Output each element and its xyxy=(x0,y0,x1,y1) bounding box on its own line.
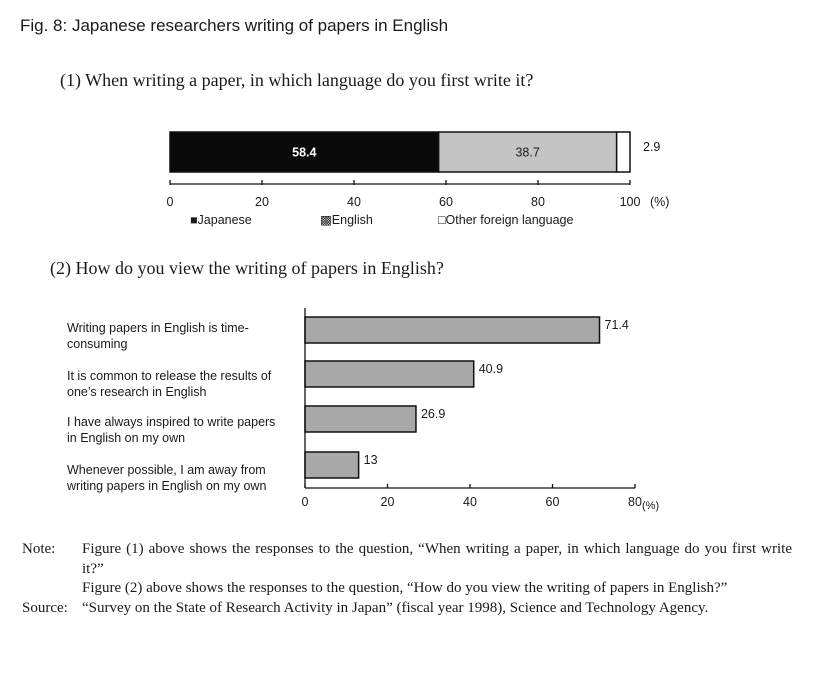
chart2-x-tick-label: 20 xyxy=(380,495,395,509)
chart2-bar-value-label-4: 13 xyxy=(363,453,378,467)
segment-value-label-3: 2.9 xyxy=(643,140,661,154)
legend-entry-2: ▩English xyxy=(320,213,373,227)
source-row xyxy=(22,599,792,619)
chart2-category-label-1-line1: Writing papers in English is time- xyxy=(67,321,249,335)
chart2-bar-chart xyxy=(50,300,690,520)
chart2-bar-1 xyxy=(305,317,600,343)
note-line-2: Figure (2) above shows the responses to the question, “How do you view the writing of papers in English?” xyxy=(82,580,728,596)
chart2-bar-3 xyxy=(305,406,416,432)
chart2-bar-2 xyxy=(305,361,474,387)
note-line-1: Figure (1) above shows the responses to the question, “When writing a paper, in which language do you first write it?” xyxy=(82,541,792,577)
chart2-category-label-3-line1: I have always inspired to write papers xyxy=(67,415,276,429)
chart2-category-label-4-line1: Whenever possible, I am away from xyxy=(67,463,266,477)
chart1-x-tick-label: 40 xyxy=(347,195,361,209)
chart1-unit-label: (%) xyxy=(650,195,670,209)
chart2-category-label-2-line2: one’s research in English xyxy=(67,385,207,399)
chart2-bar-4 xyxy=(305,452,359,478)
chart2-category-label-4-line2: writing papers in English on my own xyxy=(67,479,267,493)
chart1-x-tick-label: 20 xyxy=(255,195,269,209)
chart1-x-tick-label: 60 xyxy=(439,195,453,209)
chart1-title: (1) When writing a paper, in which language do you first write it? xyxy=(60,70,534,90)
note-body xyxy=(82,540,792,599)
chart2-x-tick-label: 80 xyxy=(628,495,642,509)
figure-title: Fig. 8: Japanese researchers writing of papers in English xyxy=(20,16,449,35)
chart2-category-label-3-line2: in English on my own xyxy=(67,431,186,445)
notes-section xyxy=(22,540,792,618)
chart2-bar-value-label-1: 71.4 xyxy=(604,318,629,332)
chart2-category-label-2-line1: It is common to release the results of xyxy=(67,369,272,383)
chart1-x-tick-label: 0 xyxy=(166,195,174,209)
chart2-x-tick-label: 60 xyxy=(545,495,560,509)
stacked-segment-3 xyxy=(617,132,630,172)
chart1-stacked-bar xyxy=(150,118,710,238)
segment-value-label-2: 38.7 xyxy=(515,145,540,160)
chart2-category-label-1-line2: consuming xyxy=(67,337,128,351)
chart2-x-tick-label: 0 xyxy=(301,495,309,509)
note-label: Note: xyxy=(22,541,56,557)
chart2-unit-label: (%) xyxy=(642,500,660,512)
source-body: “Survey on the State of Research Activity in Japan” (fiscal year 1998), Science and Technology Agency. xyxy=(82,599,709,616)
chart1-x-tick-label: 100 xyxy=(619,195,641,209)
chart2-bar-value-label-2: 40.9 xyxy=(478,362,504,376)
note-row xyxy=(22,540,792,599)
segment-value-label-1: 58.4 xyxy=(292,145,317,160)
legend-entry-3: □Other foreign language xyxy=(438,213,574,227)
chart1-x-tick-label: 80 xyxy=(531,195,545,209)
source-label: Source: xyxy=(22,599,68,616)
chart2-title: (2) How do you view the writing of papers in English? xyxy=(50,258,444,278)
chart2-bar-value-label-3: 26.9 xyxy=(420,407,446,421)
legend-entry-1: ■Japanese xyxy=(190,213,252,227)
chart2-x-tick-label: 40 xyxy=(463,495,477,509)
